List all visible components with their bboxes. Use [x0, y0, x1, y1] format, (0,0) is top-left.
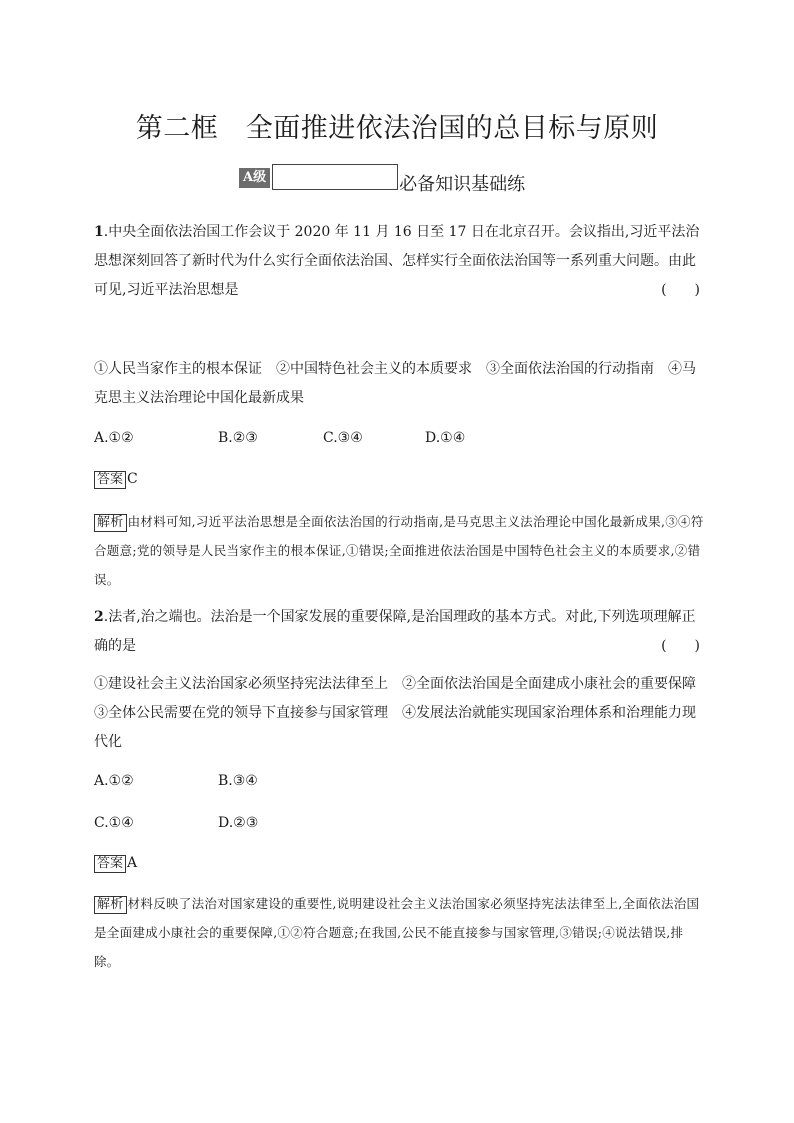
answer-paren: ( ): [661, 638, 700, 654]
explanation-text: 由材料可知,习近平法治思想是全面依法治国的行动指南,是马克思主义法治理论中国化最新成果,③④符合题意;党的领导是人民当家作主的根本保证,①错误;全面推进依法治国是中国特色社会主义的本质要求,②错误。: [94, 514, 704, 587]
answer-value: A: [127, 855, 138, 871]
choice-b: B.②③: [218, 430, 258, 446]
question-1-stem: [94, 218, 700, 305]
choice-a: A.①②: [94, 773, 134, 789]
answer-paren: ( ): [661, 282, 700, 298]
question-1-statements: ①人民当家作主的根本保证 ②中国特色社会主义的本质要求 ③全面依法治国的行动指南 ④马克思主义法治理论中国化最新成果: [94, 361, 696, 406]
section-name: 必备知识基础练: [399, 174, 526, 195]
choice-c: C.①④: [94, 815, 134, 831]
choice-d: D.①④: [425, 430, 466, 446]
choice-d: D.②③: [218, 815, 259, 831]
section-banner: [239, 164, 525, 194]
question-text: .中央全面依法治国工作会议于 2020 年 11 月 16 日至 17 日在北京召开。会议指出,习近平法治思想深刻回答了新时代为什么实行全面依法治国、怎样实行全面依法治国等一系列重大问题。由此可见,习近平法治思想是: [94, 224, 700, 298]
choice-b: B.③④: [218, 773, 258, 789]
level-blank-box: [272, 164, 398, 190]
question-1-answer: [94, 469, 138, 489]
answer-tag: 答案: [94, 471, 126, 489]
question-2-answer: [94, 853, 137, 873]
question-number: 1: [94, 224, 104, 240]
answer-tag: 答案: [94, 855, 126, 873]
question-1-explanation: [94, 507, 706, 594]
question-2-explanation: [94, 889, 706, 976]
explanation-tag: 解析: [94, 896, 127, 914]
explanation-tag: 解析: [94, 514, 127, 532]
explanation-text: 材料反映了法治对国家建设的重要性,说明建设社会主义法治国家必须坚持宪法法律至上,全面依法治国是全面建成小康社会的重要保障,①②符合题意;在我国,公民不能直接参与国家管理,③错误;④说法错误,排除。: [94, 896, 700, 969]
question-number: 2: [94, 609, 104, 625]
page-title: 第二框 全面推进依法治国的总目标与原则: [135, 113, 659, 144]
question-2-statements: ①建设社会主义法治国家必须坚持宪法法律至上 ②全面依法治国是全面建成小康社会的重要保障 ③全体公民需要在党的领导下直接参与国家管理 ④发展法治就能实现国家治理体系和治理能力现代化: [94, 676, 710, 750]
choice-c: C.③④: [323, 430, 363, 446]
choice-a: A.①②: [94, 430, 134, 446]
answer-value: C: [127, 471, 138, 487]
question-2-stem: [94, 603, 700, 661]
level-badge: A级: [239, 168, 270, 188]
question-text: .法者,治之端也。法治是一个国家发展的重要保障,是治国理政的基本方式。对此,下列选项理解正确的是: [94, 609, 696, 654]
